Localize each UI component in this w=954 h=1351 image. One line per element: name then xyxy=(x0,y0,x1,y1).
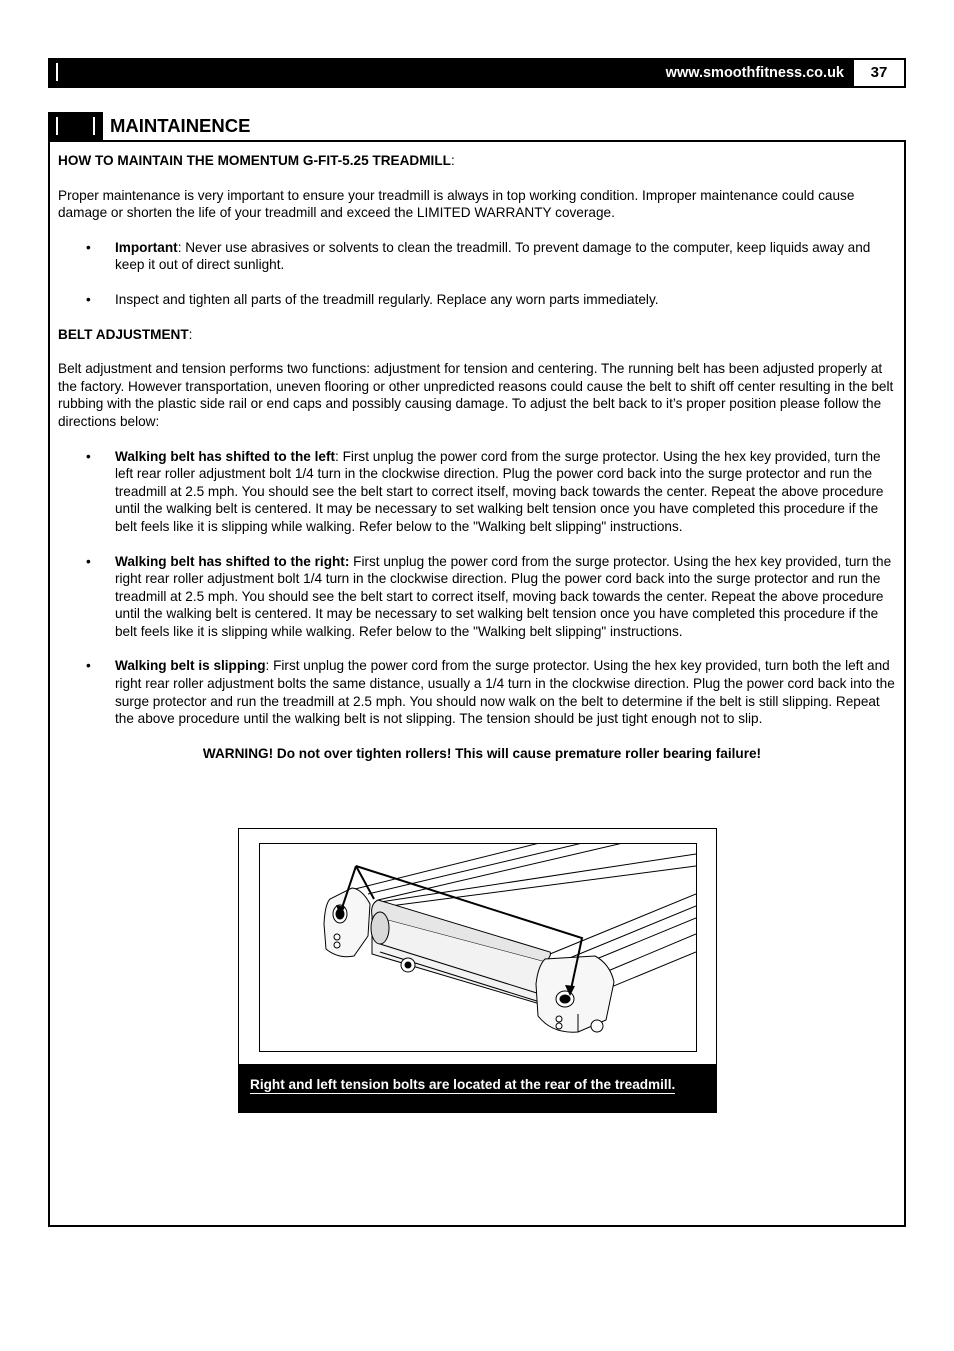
bullet-dot-icon: • xyxy=(86,291,91,307)
maintain-intro: Proper maintenance is very important to ensure your treadmill is always in top working condition. Improper maintenance could cause damage or shorten the life of your treadmill and exceed the LIMITED WARRANTY coverage. xyxy=(58,187,855,221)
treadmill-drawing xyxy=(260,844,696,1051)
belt-list xyxy=(58,448,900,728)
bullet-dot-icon: • xyxy=(86,448,91,464)
list-item-text: : First unplug the power cord from the surge protector. Using the hex key provided, turn the left rear roller adjustment bolt 1/4 turn in the clockwise direction. Plug the power cord back into the surge protector and run the treadmill at 2.5 mph. You should see the belt start to correct itself, moving back towards the center. Repeat the above procedure until the walking belt is centered. It may be necessary to set walking belt tension once you have completed this procedure if the belt feels like it is slipping while walking. Refer below to the "Walking belt slipping" instructions. xyxy=(115,448,884,534)
page-content xyxy=(58,152,900,779)
maintain-heading-suffix: : xyxy=(450,153,455,168)
list-item-text: First unplug the power cord from the surge protector. Using the hex key provided, turn the right rear roller adjustment bolt 1/4 turn in the clockwise direction. Plug the power cord back into the surge protector and run the treadmill at 2.5 mph. You should see the belt start to correct itself, moving back towards the center. Repeat the above procedure until the walking belt is centered. It may be necessary to set walking belt tension once you have completed this procedure if the belt feels like it is slipping while walking. Refer below to the "Walking belt slipping" instructions. xyxy=(115,553,892,639)
bullet-dot-icon: • xyxy=(86,239,91,255)
list-item-text: : Never use abrasives or solvents to clean the treadmill. To prevent damage to the computer, keep liquids away and keep it out of direct sunlight. xyxy=(115,239,871,273)
section-title: MAINTAINENCE xyxy=(110,115,251,136)
warning-text: WARNING! Do not over tighten rollers! This will cause premature roller bearing failure! xyxy=(202,745,762,761)
section-heading xyxy=(48,112,906,142)
list-item xyxy=(58,291,900,309)
bullet-dot-icon: • xyxy=(86,658,91,674)
page-header-bar xyxy=(48,58,906,88)
list-item xyxy=(58,553,900,641)
list-item-text: : First unplug the power cord from the surge protector. Using the hex key provided, turn both the left and right rear roller adjustment bolts the same distance, usually a 1/4 turn in the clockwise direction. Plug the power cord back into the surge protector and run the treadmill at 2.5 mph. You should now walk on the belt to determine if the belt is still slipping. Repeat the above procedure until the walking belt is not slipping. The tension should be just tight enough not to slip. xyxy=(115,658,895,727)
maintain-heading xyxy=(58,152,900,170)
list-item-lead: Important xyxy=(115,239,178,255)
marker-tick-right xyxy=(93,117,95,135)
page-number: 37 xyxy=(854,60,904,86)
list-item xyxy=(58,239,900,274)
list-item-lead: Walking belt has shifted to the left xyxy=(115,448,336,464)
list-item xyxy=(58,448,900,536)
list-item-lead: Walking belt is slipping xyxy=(115,658,266,674)
section-heading-marker xyxy=(48,112,103,140)
header-tick-decoration xyxy=(56,63,58,81)
marker-tick-left xyxy=(56,117,58,135)
belt-heading-text: BELT ADJUSTMENT xyxy=(58,326,189,342)
maintain-list xyxy=(58,239,900,309)
list-item xyxy=(58,657,900,727)
maintain-heading-text: HOW TO MAINTAIN THE MOMENTUM G-FIT-5.25 TREADMILL xyxy=(58,153,451,168)
figure-caption: Right and left tension bolts are located at the rear of the treadmill. xyxy=(250,1077,676,1092)
treadmill-figure xyxy=(238,828,717,1113)
list-item-lead: Walking belt has shifted to the right: xyxy=(115,553,350,569)
treadmill-rear-illustration xyxy=(259,843,697,1052)
figure-caption-bar xyxy=(239,1064,716,1112)
list-item-text: Inspect and tighten all parts of the treadmill regularly. Replace any worn parts immediately. xyxy=(115,291,659,307)
belt-heading xyxy=(58,326,900,344)
bullet-dot-icon: • xyxy=(86,553,91,569)
website-url[interactable]: www.smoothfitness.co.uk xyxy=(665,65,844,81)
belt-intro: Belt adjustment and tension performs two functions: adjustment for tension and centering. The running belt has been adjusted properly at the factory. However transportation, uneven flooring or other unpredicted reasons could cause the belt to shift off center resulting in the belt rubbing with the plastic side rail or end caps and possibly causing damage. To adjust the belt back to it’s proper position please follow the directions below: xyxy=(58,361,894,429)
belt-heading-suffix: : xyxy=(188,326,193,342)
